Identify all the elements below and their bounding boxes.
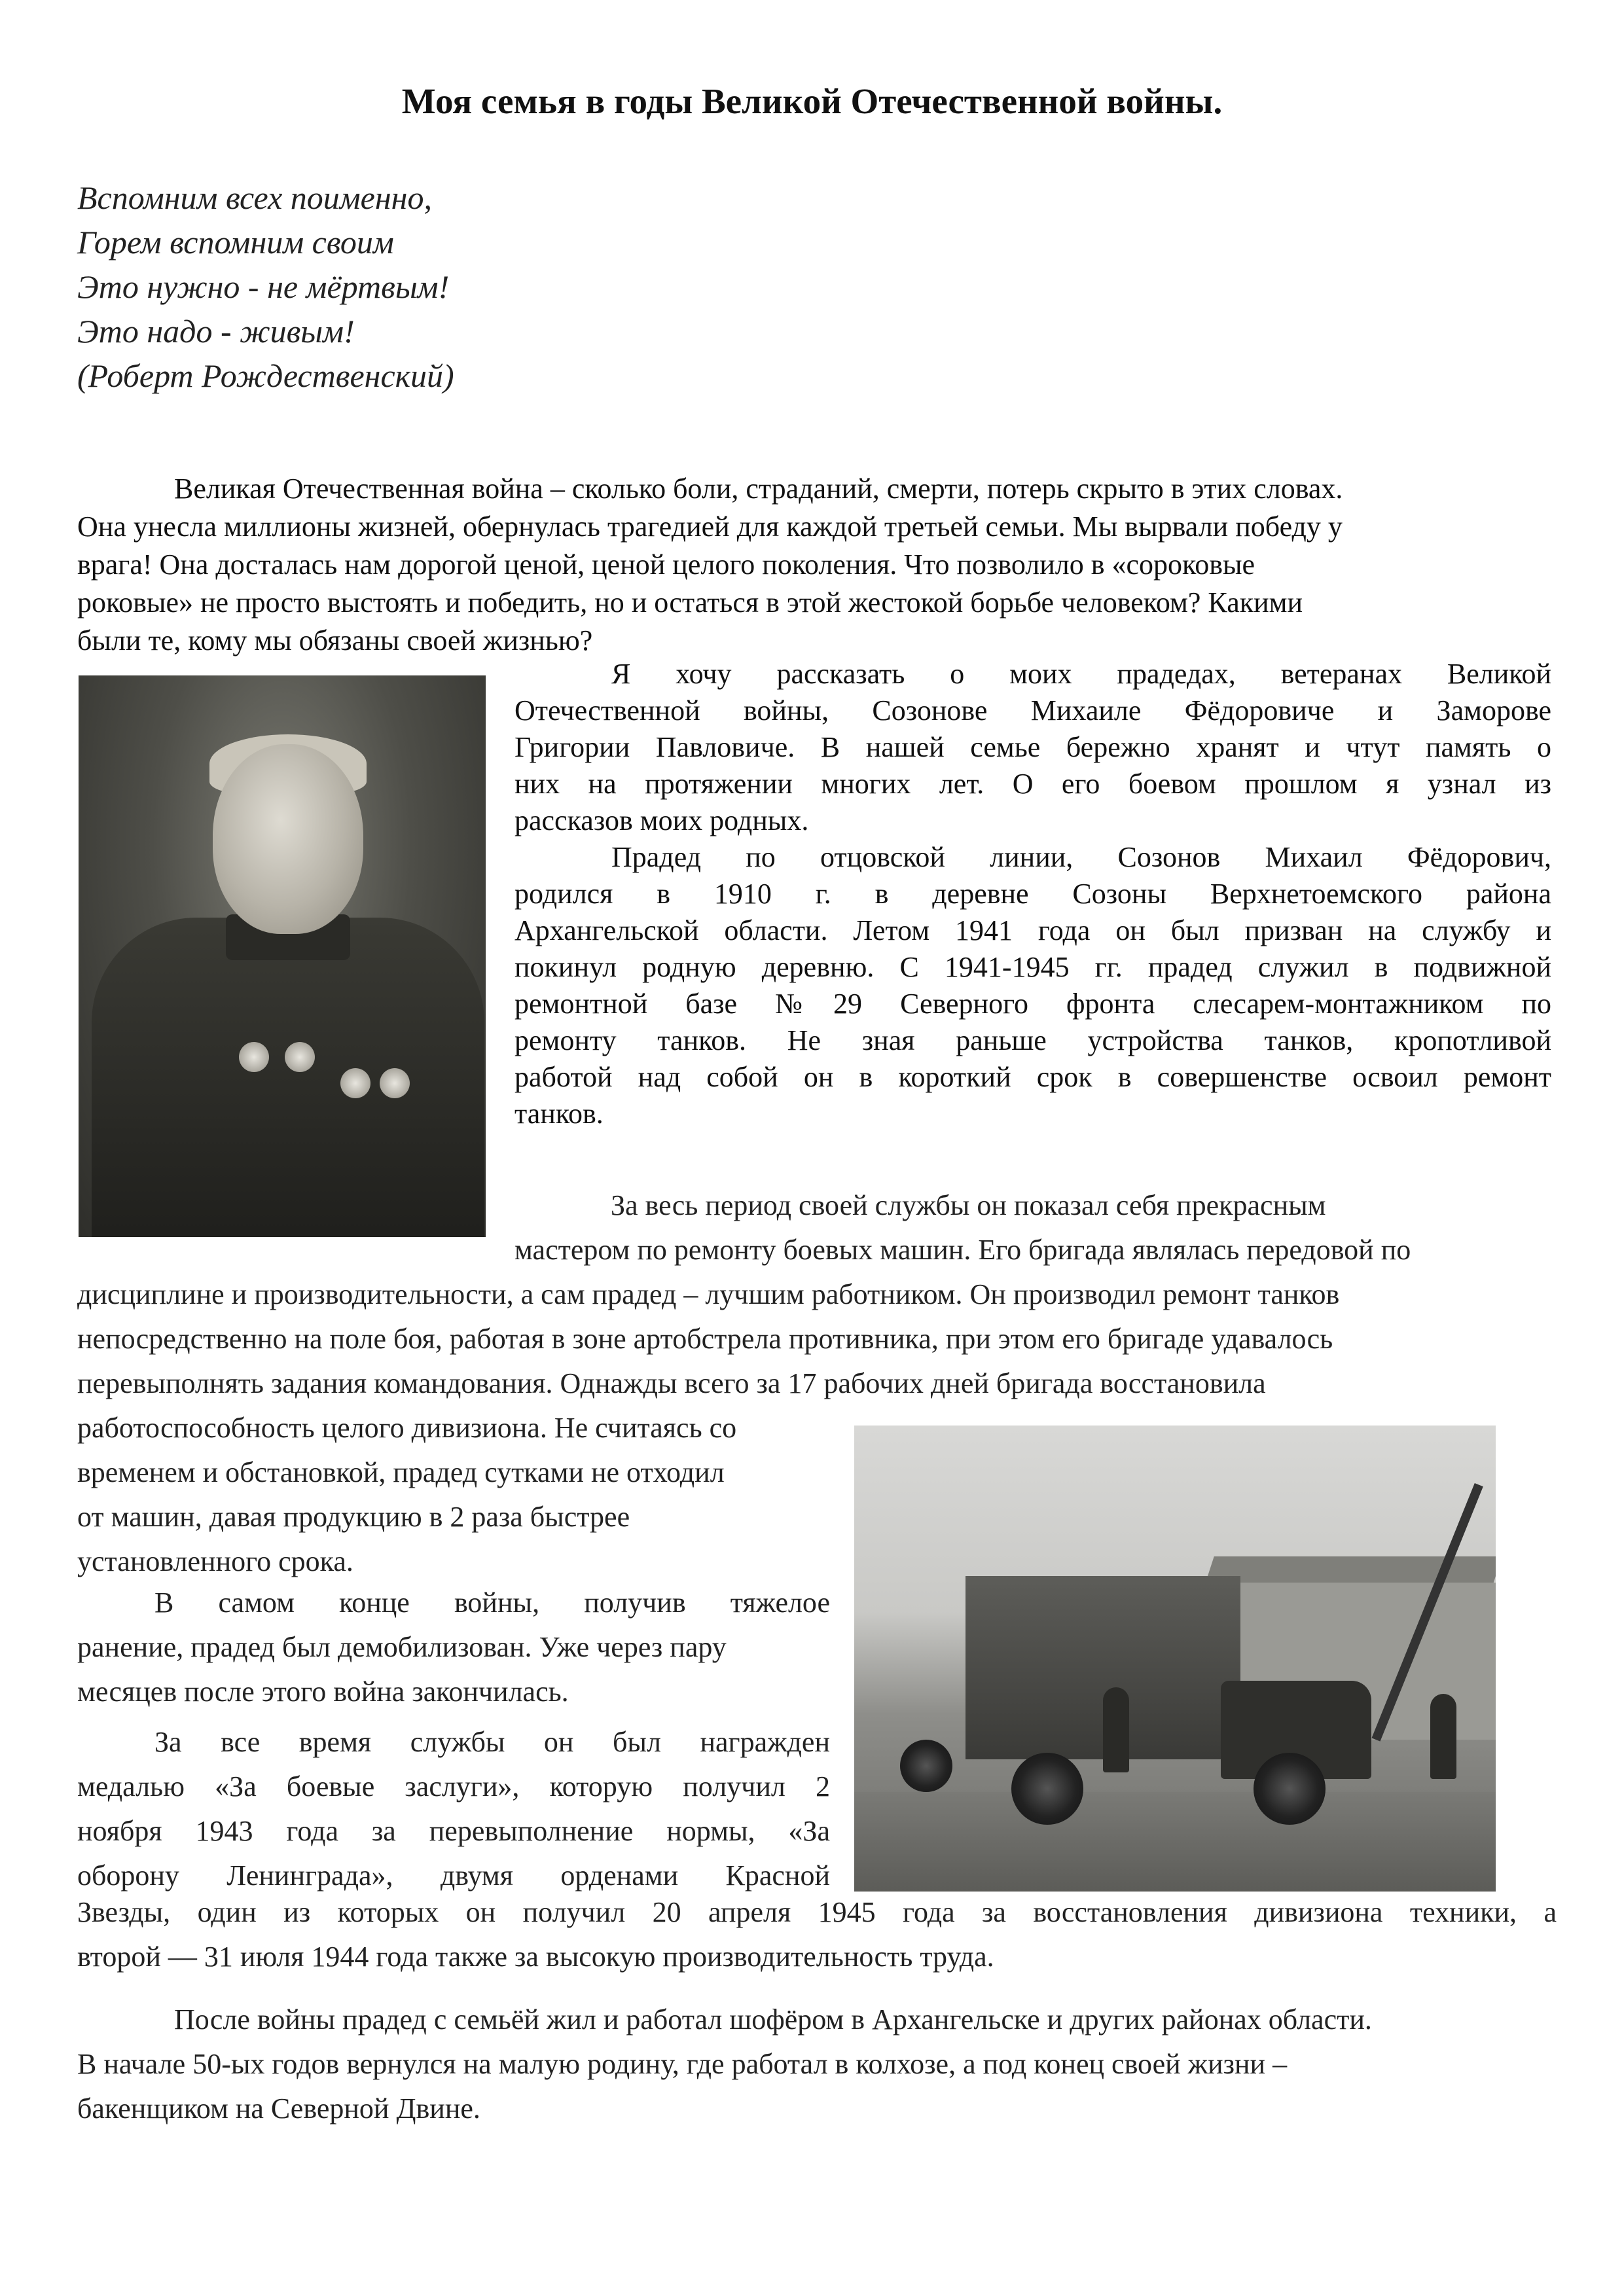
text-line: временем и обстановкой, прадед сутками не отходил xyxy=(77,1456,725,1488)
text-line: За весь период своей службы он показал себя прекрасным xyxy=(611,1189,1326,1221)
text-line: врага! Она досталась нам дорогой ценой, ценой целого поколения. Что позволило в «сороковые xyxy=(77,548,1255,581)
text-line: покинул родную деревню. С 1941-1945 гг. прадед служил в подвижной xyxy=(514,951,1551,983)
text-line: дисциплине и производительности, а сам прадед – лучшим работником. Он производил ремонт танков xyxy=(77,1278,1340,1310)
left-column-text-a xyxy=(77,1406,830,1584)
text-line: Она унесла миллионы жизней, обернулась трагедией для каждой третьей семьи. Мы вырвали победу у xyxy=(77,511,1343,543)
after-war-paragraph xyxy=(77,1998,1557,2131)
text-line: медалью «За боевые заслуги», которую получил 2 xyxy=(77,1770,830,1803)
service-paragraph xyxy=(77,1183,1557,1406)
left-column-text-c xyxy=(77,1720,830,1898)
text-line: них на протяжении многих лет. О его боевом прошлом я узнал из xyxy=(514,768,1551,800)
text-line: второй — 31 июля 1944 года также за высокую производительность труда. xyxy=(77,1941,994,1973)
text-line: ремонту танков. Не зная раньше устройства танков, кропотливой xyxy=(514,1024,1551,1056)
text-line: непосредственно на поле боя, работая в зоне артобстрела противника, при этом его бригаде удавалось xyxy=(77,1323,1333,1355)
intro-paragraph xyxy=(77,470,1550,660)
text-line: ранение, прадед был демобилизован. Уже через пару xyxy=(77,1631,727,1663)
text-line: мастером по ремонту боевых машин. Его бригада являлась передовой по xyxy=(514,1234,1411,1266)
page-title: Моя семья в годы Великой Отечественной войны. xyxy=(401,81,1223,121)
text-line: За все время службы он был награжден xyxy=(154,1726,830,1758)
text-line: установленного срока. xyxy=(77,1545,353,1577)
text-line: роковые» не просто выстоять и победить, но и остаться в этой жестокой борьбе человеком? Какими xyxy=(77,586,1303,619)
text-line: родился в 1910 г. в деревне Созоны Верхнетоемского района xyxy=(514,878,1551,910)
text-line: Великая Отечественная война – сколько боли, страданий, смерти, потерь скрыто в этих словах. xyxy=(174,473,1343,505)
right-column-text xyxy=(514,656,1551,1132)
text-line: оборону Ленинграда», двумя орденами Красной xyxy=(77,1859,830,1892)
epigraph-author: (Роберт Рождественский) xyxy=(77,357,454,394)
portrait-photo xyxy=(79,675,486,1237)
text-line: перевыполнять задания командования. Однажды всего за 17 рабочих дней бригада восстановила xyxy=(77,1367,1266,1399)
text-line: работой над собой он в короткий срок в совершенстве освоил ремонт xyxy=(514,1061,1551,1093)
text-line: были те, кому мы обязаны своей жизнью? xyxy=(77,624,593,656)
workshop-photo xyxy=(854,1426,1496,1892)
epigraph-line: Горем вспомним своим xyxy=(77,224,394,260)
awards-paragraph xyxy=(77,1890,1557,1979)
text-line: ремонтной базе №29 Северного фронта слесарем-монтажником по xyxy=(514,988,1551,1020)
text-line: ноября 1943 года за перевыполнение нормы, «За xyxy=(77,1815,830,1847)
text-line: Архангельской области. Летом 1941 года он был призван на службу и xyxy=(514,914,1551,946)
text-line: бакенщиком на Северной Двине. xyxy=(77,2092,480,2125)
text-line: В начале 50-ых годов вернулся на малую родину, где работал в колхозе, а под конец своей жизни – xyxy=(77,2048,1288,2080)
text-line: месяцев после этого война закончилась. xyxy=(77,1676,569,1708)
text-line: Отечественной войны, Созонове Михаиле Фёдоровиче и Заморове xyxy=(514,694,1551,726)
epigraph-line: Это нужно - не мёртвым! xyxy=(77,268,450,305)
text-line: танков. xyxy=(514,1098,604,1130)
text-line: Звезды, один из которых он получил 20 апреля 1945 года за восстановления дивизиона техники, а xyxy=(77,1896,1557,1928)
epigraph-line: Это надо - живым! xyxy=(77,313,355,350)
text-line: Прадед по отцовской линии, Созонов Михаил Фёдорович, xyxy=(611,841,1551,873)
text-line: рассказов моих родных. xyxy=(514,804,809,836)
epigraph xyxy=(77,175,454,398)
text-line: После войны прадед с семьёй жил и работал шофёром в Архангельске и других районах области. xyxy=(174,2003,1372,2036)
text-line: от машин, давая продукцию в 2 раза быстрее xyxy=(77,1501,630,1533)
left-column-text-b xyxy=(77,1581,830,1714)
text-line: Я хочу рассказать о моих прадедах, ветеранах Великой xyxy=(611,658,1551,690)
text-line: Григории Павловиче. В нашей семье бережно хранят и чтут память о xyxy=(514,731,1551,763)
text-line: В самом конце войны, получив тяжелое xyxy=(154,1587,830,1619)
text-line: работоспособность целого дивизиона. Не считаясь со xyxy=(77,1412,737,1444)
epigraph-line: Вспомним всех поименно, xyxy=(77,179,432,216)
